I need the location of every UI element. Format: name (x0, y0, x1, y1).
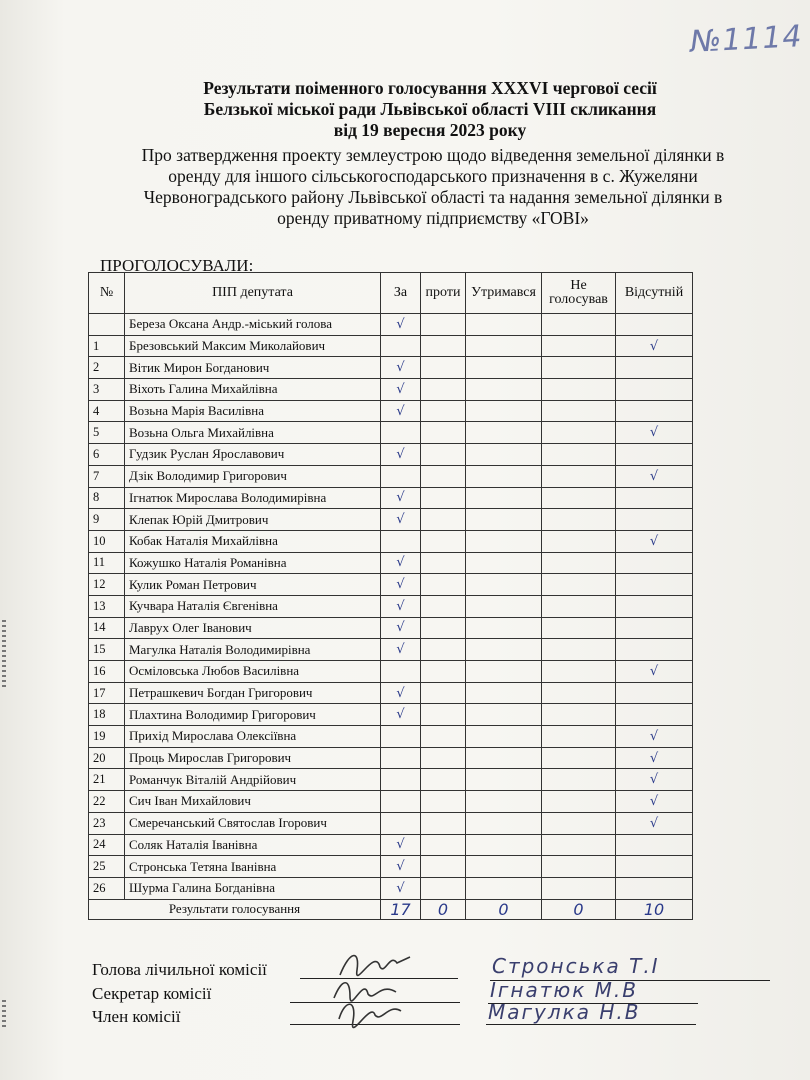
vote-absent (616, 617, 693, 639)
table-row (89, 617, 693, 639)
vote-against (421, 422, 466, 444)
signature-role-member: Член комісії (92, 1007, 181, 1026)
vote-abstained (466, 791, 542, 813)
table-row (89, 465, 693, 487)
vote-abstained (466, 617, 542, 639)
table-row (89, 400, 693, 422)
total-not-voted: 0 (542, 899, 616, 919)
vote-against (421, 574, 466, 596)
table-row (89, 379, 693, 401)
row-number: 8 (89, 487, 125, 509)
deputy-name: Шурма Галина Богданівна (125, 877, 381, 899)
vote-abstained (466, 465, 542, 487)
vote-for: √ (381, 400, 421, 422)
vote-against (421, 682, 466, 704)
table-row (89, 574, 693, 596)
deputy-name: Стронська Тетяна Іванівна (125, 856, 381, 878)
vote-for: √ (381, 552, 421, 574)
vote-against (421, 747, 466, 769)
table-row (89, 314, 693, 336)
vote-against (421, 357, 466, 379)
vote-not-voted (542, 704, 616, 726)
vote-for: √ (381, 639, 421, 661)
vote-absent (616, 357, 693, 379)
vote-not-voted (542, 357, 616, 379)
vote-not-voted (542, 682, 616, 704)
vote-abstained (466, 747, 542, 769)
table-row (89, 444, 693, 466)
vote-abstained (466, 704, 542, 726)
vote-for: √ (381, 379, 421, 401)
deputy-name: Кобак Наталія Михайлівна (125, 530, 381, 552)
table-row (89, 877, 693, 899)
vote-abstained (466, 357, 542, 379)
binder-marks-lower (2, 1000, 8, 1030)
vote-for: √ (381, 617, 421, 639)
vote-against (421, 335, 466, 357)
table-row (89, 682, 693, 704)
vote-abstained (466, 877, 542, 899)
vote-for (381, 465, 421, 487)
vote-abstained (466, 856, 542, 878)
totals-label: Результати голосування (89, 899, 381, 919)
vote-for: √ (381, 834, 421, 856)
deputy-name: Вітик Мирон Богданович (125, 357, 381, 379)
vote-abstained (466, 661, 542, 683)
vote-not-voted (542, 791, 616, 813)
vote-against (421, 444, 466, 466)
name-line-member (486, 1024, 696, 1025)
table-row (89, 552, 693, 574)
vote-abstained (466, 444, 542, 466)
deputy-name: Віхоть Галина Михайлівна (125, 379, 381, 401)
vote-absent (616, 379, 693, 401)
vote-for (381, 726, 421, 748)
vote-absent: √ (616, 769, 693, 791)
table-row (89, 791, 693, 813)
table-row (89, 422, 693, 444)
vote-for (381, 422, 421, 444)
vote-against (421, 704, 466, 726)
signature-name-secretary: Ігнатюк М.В (490, 978, 638, 1002)
header-against: проти (421, 273, 466, 314)
title-line-3: від 19 вересня 2023 року (333, 120, 527, 140)
deputy-name: Кожушко Наталія Романівна (125, 552, 381, 574)
vote-absent: √ (616, 747, 693, 769)
vote-not-voted (542, 530, 616, 552)
header-deputy-name: ПІП депутата (125, 273, 381, 314)
title-line-1: Результати поіменного голосування XXXVI чергової сесії (203, 78, 657, 98)
table-row (89, 769, 693, 791)
deputy-name: Гудзик Руслан Ярославович (125, 444, 381, 466)
vote-absent (616, 834, 693, 856)
row-number: 1 (89, 335, 125, 357)
row-number: 10 (89, 530, 125, 552)
vote-abstained (466, 595, 542, 617)
vote-abstained (466, 400, 542, 422)
vote-for: √ (381, 509, 421, 531)
vote-absent (616, 639, 693, 661)
vote-abstained (466, 422, 542, 444)
vote-not-voted (542, 552, 616, 574)
vote-against (421, 856, 466, 878)
vote-absent: √ (616, 791, 693, 813)
vote-absent (616, 856, 693, 878)
vote-for: √ (381, 487, 421, 509)
row-number: 13 (89, 595, 125, 617)
vote-absent: √ (616, 465, 693, 487)
table-row (89, 726, 693, 748)
table-row (89, 509, 693, 531)
vote-for (381, 530, 421, 552)
vote-against (421, 617, 466, 639)
deputy-name: Ігнатюк Мирослава Володимирівна (125, 487, 381, 509)
vote-for (381, 769, 421, 791)
deputy-name: Клепак Юрій Дмитрович (125, 509, 381, 531)
vote-abstained (466, 530, 542, 552)
total-absent: 10 (616, 899, 693, 919)
vote-for: √ (381, 704, 421, 726)
vote-abstained (466, 769, 542, 791)
vote-absent (616, 595, 693, 617)
vote-abstained (466, 487, 542, 509)
row-number: 23 (89, 812, 125, 834)
vote-absent (616, 400, 693, 422)
vote-against (421, 487, 466, 509)
vote-not-voted (542, 726, 616, 748)
vote-not-voted (542, 639, 616, 661)
row-number: 25 (89, 856, 125, 878)
vote-absent: √ (616, 422, 693, 444)
vote-for (381, 747, 421, 769)
deputy-name: Прихід Мирослава Олексіївна (125, 726, 381, 748)
deputy-name: Кучвара Наталія Євгенівна (125, 595, 381, 617)
vote-not-voted (542, 856, 616, 878)
vote-for (381, 791, 421, 813)
row-number: 19 (89, 726, 125, 748)
row-number: 15 (89, 639, 125, 661)
table-row (89, 834, 693, 856)
subject-line-2: оренду для іншого сільськогосподарського призначення в с. Жужеляни (168, 166, 698, 186)
vote-abstained (466, 379, 542, 401)
deputy-name: Соляк Наталія Іванівна (125, 834, 381, 856)
vote-absent: √ (616, 530, 693, 552)
vote-against (421, 812, 466, 834)
vote-abstained (466, 552, 542, 574)
vote-for: √ (381, 595, 421, 617)
header-not-voted: Не голосував (542, 273, 616, 314)
vote-against (421, 661, 466, 683)
binder-marks (2, 620, 8, 690)
deputy-name: Магулка Наталія Володимирівна (125, 639, 381, 661)
vote-for: √ (381, 444, 421, 466)
vote-against (421, 595, 466, 617)
deputy-name: Кулик Роман Петрович (125, 574, 381, 596)
totals-row (89, 899, 693, 919)
vote-not-voted (542, 617, 616, 639)
vote-absent: √ (616, 812, 693, 834)
vote-against (421, 552, 466, 574)
vote-for (381, 661, 421, 683)
row-number: 18 (89, 704, 125, 726)
vote-abstained (466, 639, 542, 661)
vote-against (421, 726, 466, 748)
vote-abstained (466, 314, 542, 336)
row-number: 26 (89, 877, 125, 899)
deputy-name: Плахтина Володимир Григорович (125, 704, 381, 726)
vote-abstained (466, 509, 542, 531)
row-number (89, 314, 125, 336)
vote-absent (616, 444, 693, 466)
vote-table (88, 272, 693, 920)
row-number: 17 (89, 682, 125, 704)
vote-abstained (466, 726, 542, 748)
vote-against (421, 877, 466, 899)
deputy-name: Береза Оксана Андр.-міський голова (125, 314, 381, 336)
vote-absent (616, 574, 693, 596)
subject-line-3: Червоноградського району Львівської області та надання земельної ділянки в (143, 187, 723, 207)
title-line-2: Белзької міської ради Львівської області VIII скликання (203, 99, 657, 119)
vote-against (421, 769, 466, 791)
vote-against (421, 400, 466, 422)
row-number: 11 (89, 552, 125, 574)
voted-label: ПРОГОЛОСУВАЛИ: (100, 256, 254, 275)
handwritten-document-number: №1114 (689, 19, 804, 60)
vote-absent (616, 877, 693, 899)
table-row (89, 357, 693, 379)
row-number: 3 (89, 379, 125, 401)
vote-not-voted (542, 834, 616, 856)
row-number: 22 (89, 791, 125, 813)
deputy-name: Петрашкевич Богдан Григорович (125, 682, 381, 704)
vote-not-voted (542, 812, 616, 834)
vote-for: √ (381, 682, 421, 704)
signature-scribble-member (335, 995, 405, 1029)
vote-against (421, 465, 466, 487)
deputy-name: Смеречанський Святослав Ігорович (125, 812, 381, 834)
vote-not-voted (542, 487, 616, 509)
vote-not-voted (542, 465, 616, 487)
row-number: 14 (89, 617, 125, 639)
vote-against (421, 379, 466, 401)
vote-for: √ (381, 856, 421, 878)
row-number: 7 (89, 465, 125, 487)
vote-abstained (466, 812, 542, 834)
row-number: 9 (89, 509, 125, 531)
row-number: 4 (89, 400, 125, 422)
table-row (89, 661, 693, 683)
vote-not-voted (542, 574, 616, 596)
vote-for: √ (381, 314, 421, 336)
row-number: 21 (89, 769, 125, 791)
deputy-name: Сич Іван Михайлович (125, 791, 381, 813)
deputy-name: Осміловська Любов Василівна (125, 661, 381, 683)
signature-role-secretary: Секретар комісії (92, 984, 212, 1003)
table-row (89, 595, 693, 617)
header-absent: Відсутній (616, 273, 693, 314)
vote-not-voted (542, 747, 616, 769)
row-number: 2 (89, 357, 125, 379)
vote-absent (616, 552, 693, 574)
row-number: 20 (89, 747, 125, 769)
table-row (89, 335, 693, 357)
vote-absent: √ (616, 726, 693, 748)
vote-abstained (466, 834, 542, 856)
vote-against (421, 530, 466, 552)
vote-not-voted (542, 422, 616, 444)
vote-not-voted (542, 444, 616, 466)
vote-absent (616, 682, 693, 704)
vote-against (421, 314, 466, 336)
vote-not-voted (542, 509, 616, 531)
resolution-subject (88, 145, 778, 229)
vote-absent: √ (616, 335, 693, 357)
vote-absent (616, 487, 693, 509)
total-for: 17 (381, 899, 421, 919)
table-row (89, 530, 693, 552)
vote-not-voted (542, 335, 616, 357)
vote-for: √ (381, 877, 421, 899)
row-number: 16 (89, 661, 125, 683)
vote-abstained (466, 682, 542, 704)
deputy-name: Возьна Ольга Михайлівна (125, 422, 381, 444)
subject-line-1: Про затвердження проекту землеустрою щодо відведення земельної ділянки в (141, 145, 725, 165)
vote-abstained (466, 574, 542, 596)
vote-against (421, 639, 466, 661)
table-row (89, 704, 693, 726)
deputy-name: Брезовський Максим Миколайович (125, 335, 381, 357)
row-number: 6 (89, 444, 125, 466)
vote-not-voted (542, 314, 616, 336)
vote-absent (616, 704, 693, 726)
vote-abstained (466, 335, 542, 357)
vote-not-voted (542, 400, 616, 422)
table-row (89, 747, 693, 769)
table-row (89, 812, 693, 834)
vote-not-voted (542, 379, 616, 401)
vote-not-voted (542, 877, 616, 899)
row-number: 12 (89, 574, 125, 596)
deputy-name: Дзік Володимир Григорович (125, 465, 381, 487)
vote-not-voted (542, 661, 616, 683)
vote-not-voted (542, 769, 616, 791)
table-row (89, 639, 693, 661)
signature-name-member: Магулка Н.В (488, 1000, 641, 1024)
deputy-name: Возьна Марія Василівна (125, 400, 381, 422)
header-abstained: Утримався (466, 273, 542, 314)
vote-for (381, 335, 421, 357)
header-for: За (381, 273, 421, 314)
deputy-name: Романчук Віталій Андрійович (125, 769, 381, 791)
vote-for: √ (381, 574, 421, 596)
vote-absent: √ (616, 661, 693, 683)
total-against: 0 (421, 899, 466, 919)
table-row (89, 487, 693, 509)
deputy-name: Лаврух Олег Іванович (125, 617, 381, 639)
document-title (90, 78, 770, 141)
header-number: № (89, 273, 125, 314)
vote-against (421, 834, 466, 856)
row-number: 5 (89, 422, 125, 444)
vote-against (421, 791, 466, 813)
row-number: 24 (89, 834, 125, 856)
subject-line-4: оренду приватному підприємству «ГОВІ» (277, 208, 589, 228)
vote-for: √ (381, 357, 421, 379)
table-header-row (89, 273, 693, 314)
deputy-name: Проць Мирослав Григорович (125, 747, 381, 769)
vote-for (381, 812, 421, 834)
vote-absent (616, 509, 693, 531)
vote-table-body (89, 314, 693, 900)
vote-against (421, 509, 466, 531)
total-abstained: 0 (466, 899, 542, 919)
signature-role-chair: Голова лічильної комісії (92, 960, 267, 979)
vote-absent (616, 314, 693, 336)
table-row (89, 856, 693, 878)
signature-name-chair: Стронська Т.І (492, 954, 660, 978)
vote-not-voted (542, 595, 616, 617)
